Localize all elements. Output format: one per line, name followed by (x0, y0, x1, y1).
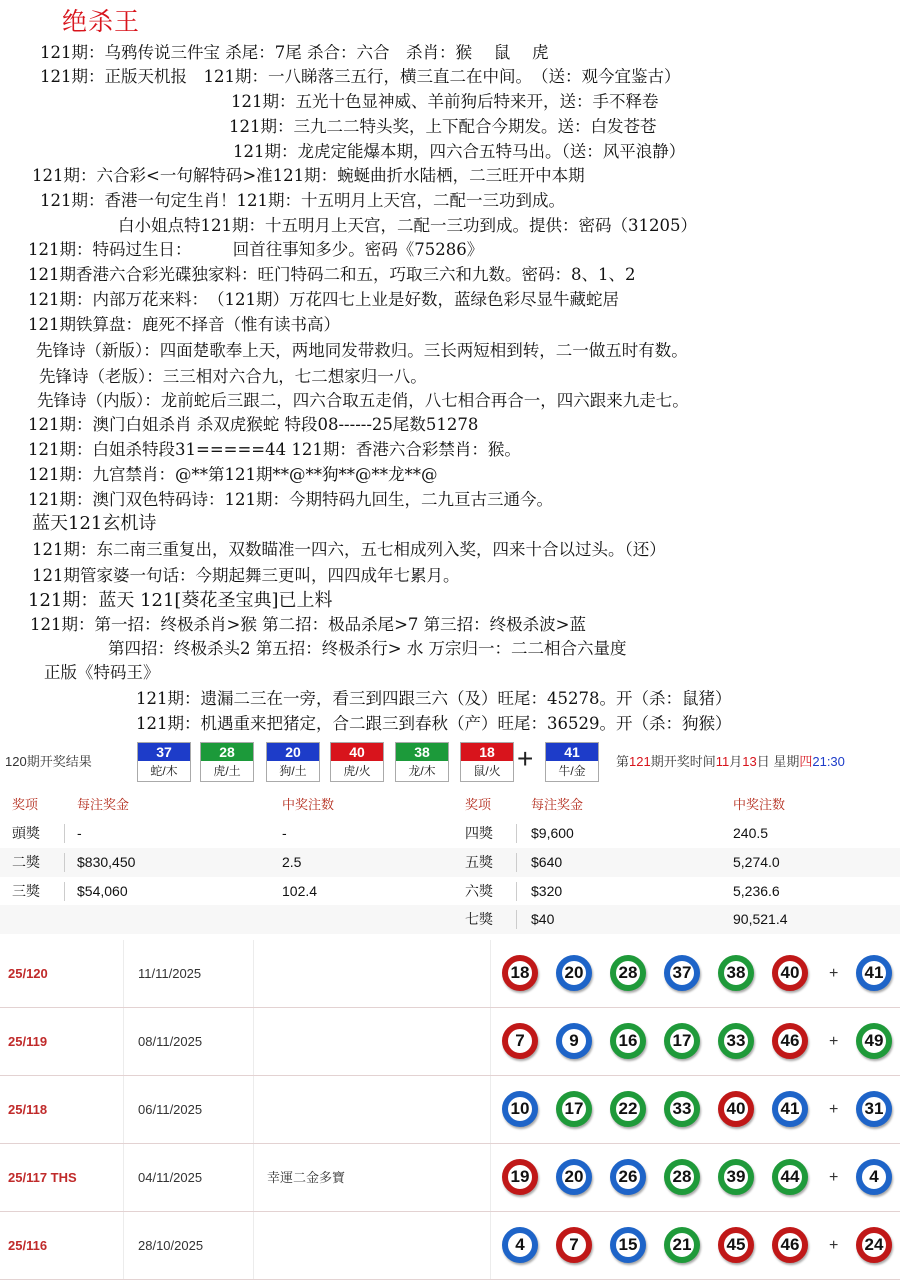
header-cell: 中奖注数 (282, 797, 335, 812)
number-ball: 39 (718, 1159, 754, 1195)
text-line: 先锋诗（内版）：龙前蛇后三跟二，四六合取五走俏，八七相合再合一，四六跟来九走七。 (37, 391, 689, 410)
text-line: 121期：遗漏二三在一旁，看三到四跟三六（及）旺尾：45278。开（杀：鼠猪） (136, 689, 732, 708)
plus-icon: + (829, 1033, 839, 1050)
plus-icon: + (829, 1101, 839, 1118)
special-ball: 24 (856, 1227, 892, 1263)
result-tile (460, 742, 514, 782)
prize-name: 五獎 (465, 854, 493, 870)
special-ball: 49 (856, 1023, 892, 1059)
text-line: 121期：第一招：终极杀肖>猴 第二招：极品杀尾>7 第三招：终极杀波>蓝 (30, 615, 586, 634)
prize-count: 5,274.0 (733, 854, 780, 870)
text-line: 蓝天121玄机诗 (32, 513, 157, 534)
number-ball: 37 (664, 955, 700, 991)
result-number: 37 (138, 743, 190, 761)
number-ball: 28 (610, 955, 646, 991)
result-number: 28 (201, 743, 253, 761)
text-line: 121期：六合彩<一句解特码>准121期：蜿蜒曲折水陆栖，二三旺开中本期 (32, 166, 585, 185)
result-number: 18 (461, 743, 513, 761)
result-zodiac: 虎/土 (213, 764, 241, 778)
prize-count: 102.4 (282, 883, 318, 899)
plus-icon: + (829, 965, 839, 982)
text-line: 121期：正版天机报 121期：一八睇落三五行，横三直二在中间。 （送：观今宜鉴古） (40, 67, 681, 86)
number-ball: 21 (664, 1227, 700, 1263)
result-tile (266, 742, 320, 782)
result-number: 38 (396, 743, 448, 761)
special-ball: 41 (856, 955, 892, 991)
prize-count: - (282, 825, 287, 841)
next-draw-prefix: 第 (616, 754, 630, 769)
result-number: 40 (331, 743, 383, 761)
number-ball: 38 (718, 955, 754, 991)
history-date: 04/11/2025 (138, 1170, 203, 1185)
number-ball: 45 (718, 1227, 754, 1263)
text-line: 121期：特码过生日： 回首往事知多少。密码《75286》 (28, 240, 484, 259)
header-cell: 中奖注数 (733, 797, 786, 812)
prize-name: 四獎 (465, 825, 493, 841)
number-ball: 40 (772, 955, 808, 991)
text-line: 121期：五光十色显神威、羊前狗后特来开，送：手不释卷 (231, 92, 659, 111)
result-tile (395, 742, 449, 782)
next-draw-month-unit: 月 (729, 754, 743, 769)
header-cell: 奖项 (465, 797, 492, 812)
text-line: 第四招：终极杀头2 第五招：终极杀行> 水 万宗归一：二二相合六量度 (108, 639, 627, 658)
result-zodiac: 虎/火 (343, 764, 371, 778)
number-ball: 46 (772, 1023, 808, 1059)
prize-count: 2.5 (282, 854, 302, 870)
result-number: 20 (267, 743, 319, 761)
text-line: 121期：内部万花来料： （121期）万花四七上业是好数，蓝绿色彩尽显牛藏蛇居 (28, 290, 619, 309)
plus-icon: + (517, 743, 534, 774)
text-line: 121期：九宫禁肖：@**第121期**@**狗**@**龙**@ (28, 465, 438, 484)
text-line: 121期香港六合彩光碟独家料：旺门特码二和五，巧取三六和九数。密码：8、1、2 (28, 265, 636, 284)
number-ball: 44 (772, 1159, 808, 1195)
prize-amount: $54,060 (77, 883, 128, 899)
prize-row (0, 848, 900, 877)
text-line: 121期：澳门双色特码诗：121期：今期特码九回生，二九亘古三通今。 (28, 490, 553, 509)
prize-amount: $9,600 (531, 825, 574, 841)
prize-amount: - (77, 825, 82, 841)
text-line: 121期：澳门白姐杀肖 杀双虎猴蛇 特段08------25尾数51278 (28, 415, 479, 434)
header-cell: 每注奖金 (77, 797, 130, 812)
prize-row (0, 819, 900, 848)
page-title: 绝杀王 (62, 7, 141, 36)
text-line: 正版《特码王》 (44, 663, 160, 682)
text-line: 121期：蓝天 121[葵花圣宝典]已上料 (28, 590, 333, 611)
next-draw-day-unit: 日 星期 (756, 754, 800, 769)
special-zodiac: 牛/金 (558, 764, 586, 778)
number-ball: 28 (664, 1159, 700, 1195)
text-line: 121期：白姐杀特段31=====44 121期：香港六合彩禁肖：猴。 (28, 440, 521, 459)
number-ball: 4 (502, 1227, 538, 1263)
next-draw-time: 21:30 (812, 754, 845, 769)
history-period: 25/120 (8, 966, 48, 981)
history-row (0, 1212, 900, 1280)
prize-name: 頭獎 (12, 825, 40, 841)
result-zodiac: 龙/木 (408, 764, 436, 778)
history-period: 25/119 (8, 1034, 48, 1049)
history-period: 25/116 (8, 1238, 48, 1253)
next-draw-period: 121 (629, 754, 651, 769)
number-ball: 17 (664, 1023, 700, 1059)
number-ball: 7 (556, 1227, 592, 1263)
number-ball: 9 (556, 1023, 592, 1059)
number-ball: 33 (718, 1023, 754, 1059)
next-draw-day: 13 (742, 754, 757, 769)
result-tile (137, 742, 191, 782)
text-line: 121期：香港一句定生肖！121期：十五明月上天宫，二配一三功到成。 (40, 191, 565, 210)
number-ball: 20 (556, 955, 592, 991)
text-line: 121期：机遇重来把猪定，合二跟三到春秋（产）旺尾：36529。开（杀：狗猴） (136, 714, 732, 733)
next-draw-label: 期开奖时间 (650, 754, 716, 769)
number-ball: 33 (664, 1091, 700, 1127)
prize-name: 三獎 (12, 883, 40, 899)
prize-amount: $640 (531, 854, 563, 870)
number-ball: 18 (502, 955, 538, 991)
prize-count: 5,236.6 (733, 883, 780, 899)
history-row (0, 1076, 900, 1144)
prize-row (0, 877, 900, 906)
plus-icon: + (829, 1237, 839, 1254)
prize-row (0, 905, 900, 934)
number-ball: 10 (502, 1091, 538, 1127)
prize-amount: $830,450 (77, 854, 136, 870)
results-label: 120期开奖结果 (5, 754, 92, 769)
text-line: 先锋诗（老版）：三三相对六合九，七二想家归一八。 (39, 367, 427, 386)
result-zodiac: 蛇/木 (150, 764, 178, 778)
prize-amount: $320 (531, 883, 563, 899)
history-row (0, 1144, 900, 1212)
text-line: 先锋诗（新版）：四面楚歌奉上天，两地同发带救归。三长两短相到转，二一做五时有数。 (36, 341, 688, 360)
number-ball: 16 (610, 1023, 646, 1059)
result-zodiac: 鼠/火 (473, 764, 501, 778)
next-draw-weekday: 四 (799, 754, 813, 769)
special-ball: 31 (856, 1091, 892, 1127)
draw-results-bar (0, 738, 900, 784)
result-tile (200, 742, 254, 782)
result-tile (330, 742, 384, 782)
prize-table-header (0, 790, 900, 819)
text-line: 121期：龙虎定能爆本期，四六合五特马出。（送：风平浪静） (233, 142, 686, 161)
prize-name: 七獎 (465, 911, 493, 927)
prize-name: 二獎 (12, 854, 40, 870)
header-cell: 每注奖金 (531, 797, 584, 812)
number-ball: 22 (610, 1091, 646, 1127)
prize-count: 240.5 (733, 825, 769, 841)
history-date: 28/10/2025 (138, 1238, 204, 1253)
text-line: 白小姐点特121期：十五明月上天宫，二配一三功到成。提供：密码（31205） (118, 216, 697, 235)
history-period: 25/118 (8, 1102, 48, 1117)
special-tile (545, 742, 599, 782)
text-line: 121期管家婆一句话：今期起舞三更叫，四四成年七累月。 (32, 566, 460, 585)
prize-count: 90,521.4 (733, 911, 788, 927)
history-period: 25/117 THS (8, 1170, 77, 1185)
text-line: 121期：东二南三重复出，双数瞄准一四六，五七相成列入奖，四来十合以过头。（还） (32, 540, 666, 559)
special-ball: 4 (856, 1159, 892, 1195)
history-row (0, 1008, 900, 1076)
prize-amount: $40 (531, 911, 555, 927)
header-cell: 奖项 (12, 797, 39, 812)
history-date: 11/11/2025 (138, 966, 202, 981)
number-ball: 20 (556, 1159, 592, 1195)
number-ball: 15 (610, 1227, 646, 1263)
text-line: 121期：三九二二特头奖，上下配合今期发。送：白发苍苍 (229, 117, 657, 136)
plus-icon: + (829, 1169, 839, 1186)
history-date: 06/11/2025 (138, 1102, 203, 1117)
number-ball: 26 (610, 1159, 646, 1195)
prize-name: 六獎 (465, 883, 493, 899)
text-line: 121期铁算盘：鹿死不择音（惟有读书高） (28, 315, 340, 334)
next-draw-info (616, 751, 845, 770)
history-date: 08/11/2025 (138, 1034, 203, 1049)
text-line: 121期：乌鸦传说三件宝 杀尾：7尾 杀合：六合 杀肖：猴 鼠 虎 (40, 43, 549, 62)
draw-history (0, 940, 900, 1283)
history-note: 幸運二金多寶 (267, 1170, 346, 1185)
number-ball: 46 (772, 1227, 808, 1263)
result-zodiac: 狗/土 (279, 764, 307, 778)
number-ball: 17 (556, 1091, 592, 1127)
history-row (0, 940, 900, 1008)
number-ball: 19 (502, 1159, 538, 1195)
prize-table (0, 788, 900, 934)
number-ball: 7 (502, 1023, 538, 1059)
next-draw-month: 11 (715, 754, 730, 769)
number-ball: 40 (718, 1091, 754, 1127)
number-ball: 41 (772, 1091, 808, 1127)
special-number: 41 (546, 743, 598, 761)
